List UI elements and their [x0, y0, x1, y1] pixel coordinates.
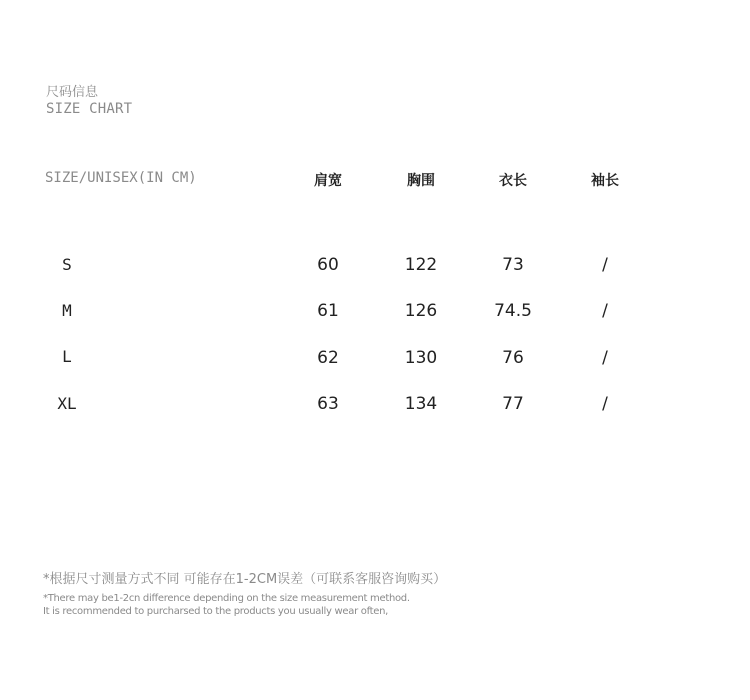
table-cell: 73 [502, 255, 524, 275]
column-header-shoulder: 肩宽 [314, 173, 342, 189]
table-cell: 61 [317, 301, 339, 321]
row-size-label: M [62, 301, 72, 320]
table-cell: 74.5 [494, 301, 532, 321]
row-size-label: XL [57, 394, 77, 413]
table-cell: 130 [404, 348, 438, 368]
table-cell: 60 [317, 255, 339, 275]
row-size-label: S [62, 255, 72, 274]
note-en-line2: It is recommended to purcharsed to the products you usually wear often, [43, 606, 389, 617]
table-cell: 62 [317, 348, 339, 368]
table-cell: / [602, 394, 608, 414]
row-size-label: L [62, 347, 72, 366]
size-chart-title-en: SIZE CHART [46, 101, 133, 117]
table-cell: 122 [404, 255, 438, 275]
table-cell: 76 [502, 348, 524, 368]
table-cell: 77 [502, 394, 524, 414]
table-cell: 134 [404, 394, 438, 414]
table-cell: 63 [317, 394, 339, 414]
note-zh: *根据尺寸测量方式不同 可能存在1-2CM误差（可联系客服咨询购买） [43, 572, 447, 587]
table-header-label: SIZE/UNISEX(IN CM) [45, 170, 197, 186]
table-cell: / [602, 255, 608, 275]
table-cell: 126 [404, 301, 438, 321]
size-chart-title-zh: 尺码信息 [46, 85, 99, 100]
table-cell: / [602, 301, 608, 321]
column-header-length: 衣长 [499, 173, 527, 189]
note-en-line1: *There may be1-2cn difference depending on the size measurement method. [43, 593, 410, 604]
column-header-chest: 胸围 [407, 173, 435, 189]
table-cell: / [602, 348, 608, 368]
column-header-sleeve: 袖长 [591, 173, 619, 189]
